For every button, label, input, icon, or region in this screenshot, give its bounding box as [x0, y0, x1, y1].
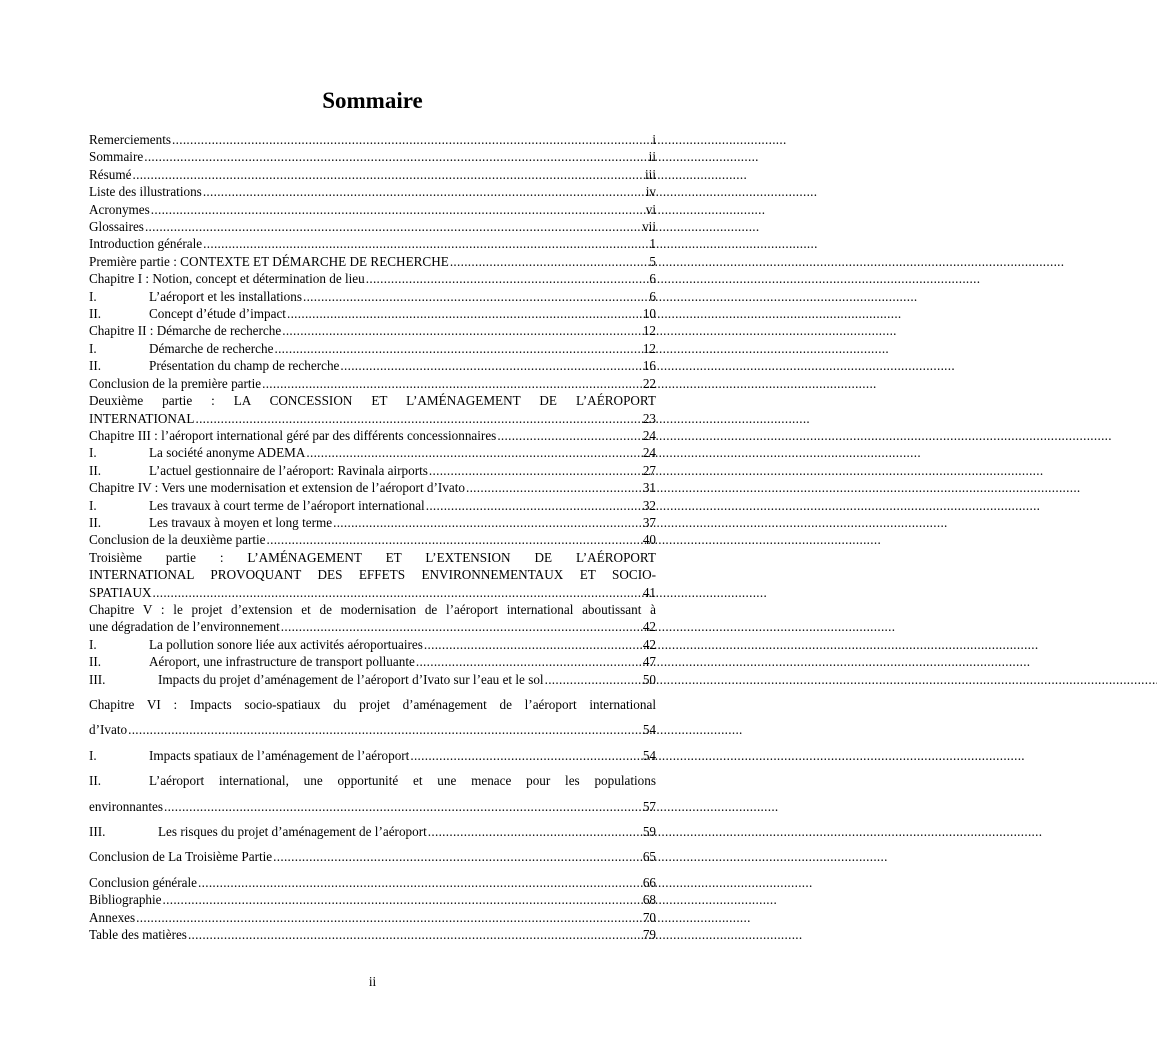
toc-entry-section[interactable]	[89, 288, 656, 305]
toc-page-number: ii	[648, 149, 656, 165]
dot-leader	[282, 322, 642, 339]
table-of-contents	[89, 131, 656, 943]
toc-page-number: 79	[642, 927, 656, 943]
toc-entry-illustrations[interactable]	[89, 183, 656, 200]
dot-leader	[426, 497, 642, 514]
toc-label: INTERNATIONAL	[89, 410, 195, 426]
toc-label: Sommaire	[89, 149, 144, 165]
toc-label: Remerciements	[89, 132, 172, 147]
dot-leader	[136, 909, 642, 926]
toc-label-line: Troisième partie : L’AMÉNAGEMENT ET L’EXTENSION DE L’AÉROPORT	[89, 549, 656, 565]
dot-leader	[287, 305, 642, 322]
toc-entry-glossaires[interactable]	[89, 218, 656, 235]
toc-label: Conclusion de la première partie	[89, 375, 262, 391]
page-title: Sommaire	[322, 88, 423, 113]
toc-page-number: iv	[645, 184, 656, 200]
toc-label: L’actuel gestionnaire de l’aéroport: Ravinala airports	[149, 462, 428, 478]
dot-leader	[144, 148, 647, 165]
toc-label: La société anonyme ADEMA	[149, 445, 306, 461]
toc-entry-chapitre-6[interactable]	[89, 696, 656, 739]
toc-page-number: 70	[642, 909, 656, 925]
dot-leader	[303, 288, 648, 305]
toc-entry-section[interactable]	[89, 305, 656, 322]
toc-entry-troisieme-partie[interactable]	[89, 549, 656, 601]
toc-label: une dégradation de l’environnement	[89, 619, 280, 635]
toc-label: Démarche de recherche	[149, 340, 274, 356]
toc-label: Chapitre I : Notion, concept et détermination de lieu	[89, 271, 365, 287]
toc-page-number: 42	[642, 636, 656, 652]
toc-entry-sommaire[interactable]	[89, 148, 656, 165]
toc-entry-section[interactable]	[89, 444, 656, 461]
dot-leader	[273, 848, 642, 865]
toc-section-number: I.	[89, 445, 97, 461]
dot-leader	[145, 218, 641, 235]
dot-leader	[163, 891, 642, 908]
dot-leader	[128, 721, 642, 738]
toc-label: Présentation du champ de recherche	[149, 358, 340, 374]
toc-entry-remerciements[interactable]	[89, 131, 656, 148]
toc-label: Chapitre II : Démarche de recherche	[89, 323, 282, 339]
toc-entry-section[interactable]	[89, 747, 656, 764]
toc-label: Table des matières	[89, 927, 187, 943]
dot-leader	[306, 444, 641, 461]
toc-label: Impacts du projet d’aménagement de l’aéroport d’Ivato sur l’eau et le sol	[158, 671, 544, 687]
toc-label-line: L’aéroport international, une opportunité et une menace pour les populations	[149, 773, 656, 789]
toc-page-number: 68	[642, 892, 656, 908]
toc-page-number: 6	[649, 271, 656, 287]
toc-label: Aéroport, une infrastructure de transport polluante	[149, 654, 415, 670]
toc-label-line: INTERNATIONAL PROVOQUANT DES EFFETS ENVIRONNEMENTAUX ET SOCIO-	[89, 567, 656, 583]
dot-leader	[429, 462, 642, 479]
toc-page-number: iii	[645, 166, 656, 182]
toc-page-number: 41	[642, 584, 656, 600]
toc-page-number: 54	[642, 747, 656, 763]
dot-leader	[198, 874, 642, 891]
toc-entry-section[interactable]	[89, 462, 656, 479]
toc-entry-section[interactable]	[89, 653, 656, 670]
toc-entry-table-des-matieres[interactable]	[89, 926, 656, 943]
toc-label: SPATIAUX	[89, 584, 152, 600]
toc-entry-section[interactable]	[89, 340, 656, 357]
toc-label: La pollution sonore liée aux activités aéroportuaires	[149, 636, 423, 652]
dot-leader	[164, 798, 642, 815]
toc-label: Concept d’étude d’impact	[149, 306, 286, 322]
dot-leader	[267, 531, 642, 548]
toc-page-number: 32	[642, 497, 656, 513]
toc-page-number: 16	[642, 358, 656, 374]
toc-page-number: 57	[642, 798, 656, 814]
toc-label: Chapitre III : l’aéroport international géré par des différents concessionnaires	[89, 427, 497, 443]
toc-entry-acronymes[interactable]	[89, 201, 656, 218]
toc-page-number: 10	[642, 306, 656, 322]
toc-label: Acronymes	[89, 201, 150, 217]
dot-leader	[281, 618, 642, 635]
toc-entry-premiere-partie[interactable]	[89, 253, 656, 270]
dot-leader	[172, 131, 651, 148]
toc-entry-resume[interactable]	[89, 166, 656, 183]
toc-entry-annexes[interactable]	[89, 909, 656, 926]
dot-leader	[466, 479, 642, 496]
toc-label: Les travaux à court terme de l’aéroport international	[149, 497, 425, 513]
toc-label: Résumé	[89, 166, 132, 182]
toc-section-number: II.	[89, 358, 102, 374]
dot-leader	[195, 410, 641, 427]
dot-leader	[203, 235, 648, 252]
toc-section-number: I.	[89, 340, 97, 356]
toc-label: L’aéroport et les installations	[149, 288, 302, 304]
toc-entry-chapitre-2[interactable]	[89, 322, 656, 339]
dot-leader	[366, 270, 649, 287]
toc-page-number: 66	[642, 874, 656, 890]
toc-entry-section[interactable]	[89, 514, 656, 531]
toc-label: Les travaux à moyen et long terme	[149, 514, 333, 530]
dot-leader	[262, 375, 642, 392]
toc-page-number: 31	[642, 480, 656, 496]
toc-label: d’Ivato	[89, 722, 128, 738]
toc-page-number: 6	[649, 288, 656, 304]
toc-entry-section[interactable]	[89, 636, 656, 653]
toc-page-number: 12	[642, 340, 656, 356]
toc-section-number: I.	[89, 497, 97, 513]
toc-entry-chapitre-5[interactable]	[89, 601, 656, 636]
toc-entry-chapitre-1[interactable]	[89, 270, 656, 287]
toc-label: Conclusion générale	[89, 874, 198, 890]
toc-label: Liste des illustrations	[89, 184, 202, 200]
toc-entry-conclusion-3[interactable]	[89, 848, 656, 865]
toc-section-number: I.	[89, 288, 97, 304]
toc-label: Chapitre IV : Vers une modernisation et extension de l’aéroport d’Ivato	[89, 480, 465, 496]
toc-page-number: 12	[642, 323, 656, 339]
toc-label: Introduction générale	[89, 236, 203, 252]
toc-label-line: Chapitre VI : Impacts socio-spatiaux du projet d’aménagement de l’aéroport international	[89, 697, 656, 712]
dot-leader	[410, 747, 641, 764]
toc-page-number: 22	[642, 375, 656, 391]
dot-leader	[188, 926, 642, 943]
toc-page-number: 23	[642, 410, 656, 426]
toc-entry-section[interactable]	[89, 772, 656, 815]
dot-leader	[153, 584, 642, 601]
toc-page-number: 50	[642, 671, 656, 687]
toc-section-number: I.	[89, 747, 97, 763]
dot-leader	[416, 653, 642, 670]
toc-page-number: 27	[642, 462, 656, 478]
dot-leader	[274, 340, 641, 357]
page-number-footer: ii	[368, 974, 377, 989]
toc-page-number: i	[652, 132, 656, 147]
toc-entry-section[interactable]	[89, 497, 656, 514]
toc-section-number: II.	[89, 514, 102, 530]
toc-section-number: II.	[89, 462, 102, 478]
toc-label-line: Deuxième partie : LA CONCESSION ET L’AMÉNAGEMENT DE L’AÉROPORT	[89, 393, 656, 409]
dot-leader	[428, 823, 642, 840]
toc-page-number: 65	[642, 849, 656, 865]
toc-label: Conclusion de la deuxième partie	[89, 532, 266, 548]
toc-page-number: 47	[642, 654, 656, 670]
toc-section-number: I.	[89, 636, 97, 652]
toc-page-number: vi	[645, 201, 656, 217]
toc-section-number: II.	[89, 773, 102, 789]
dot-leader	[497, 427, 642, 444]
toc-section-number: III.	[89, 671, 106, 687]
toc-entry-section[interactable]	[89, 823, 656, 840]
dot-leader	[151, 201, 645, 218]
dot-leader	[333, 514, 642, 531]
toc-entry-conclusion-1[interactable]	[89, 375, 656, 392]
toc-entry-section[interactable]	[89, 357, 656, 374]
toc-label: environnantes	[89, 798, 163, 814]
toc-page-number: 42	[642, 619, 656, 635]
toc-page-number: 5	[649, 253, 656, 269]
dot-leader	[340, 357, 641, 374]
toc-label: Impacts spatiaux de l’aménagement de l’aéroport	[149, 747, 410, 763]
toc-entry-conclusion-2[interactable]	[89, 531, 656, 548]
toc-page-number: vii	[642, 219, 656, 235]
toc-label-line: Chapitre V : le projet d’extension et de modernisation de l’aéroport international aboutissant à	[89, 601, 656, 617]
toc-page-number: 59	[642, 824, 656, 840]
dot-leader	[545, 671, 642, 688]
toc-page-number: 40	[642, 532, 656, 548]
toc-label: Bibliographie	[89, 892, 162, 908]
toc-label: Première partie : CONTEXTE ET DÉMARCHE DE RECHERCHE	[89, 253, 449, 269]
toc-entry-bibliographie[interactable]	[89, 891, 656, 908]
toc-page-number: 37	[642, 514, 656, 530]
toc-page-number: 1	[649, 236, 656, 252]
toc-section-number: III.	[89, 824, 106, 840]
dot-leader	[203, 183, 645, 200]
toc-label: Conclusion de La Troisième Partie	[89, 849, 273, 865]
toc-entry-chapitre-4[interactable]	[89, 479, 656, 496]
toc-label: Glossaires	[89, 219, 144, 235]
toc-entry-chapitre-3[interactable]	[89, 427, 656, 444]
toc-label: Les risques du projet d’aménagement de l’aéroport	[158, 824, 427, 840]
toc-section-number: II.	[89, 654, 102, 670]
toc-entry-section[interactable]	[89, 671, 656, 688]
toc-entry-introduction[interactable]	[89, 235, 656, 252]
dot-leader	[133, 166, 645, 183]
toc-entry-conclusion-generale[interactable]	[89, 874, 656, 891]
dot-leader	[424, 636, 642, 653]
toc-entry-deuxieme-partie[interactable]	[89, 392, 656, 427]
toc-page-number: 24	[642, 427, 656, 443]
toc-section-number: II.	[89, 306, 102, 322]
dot-leader	[450, 253, 649, 270]
toc-page-number: 54	[642, 722, 656, 738]
toc-label: Annexes	[89, 909, 136, 925]
toc-page-number: 24	[642, 445, 656, 461]
